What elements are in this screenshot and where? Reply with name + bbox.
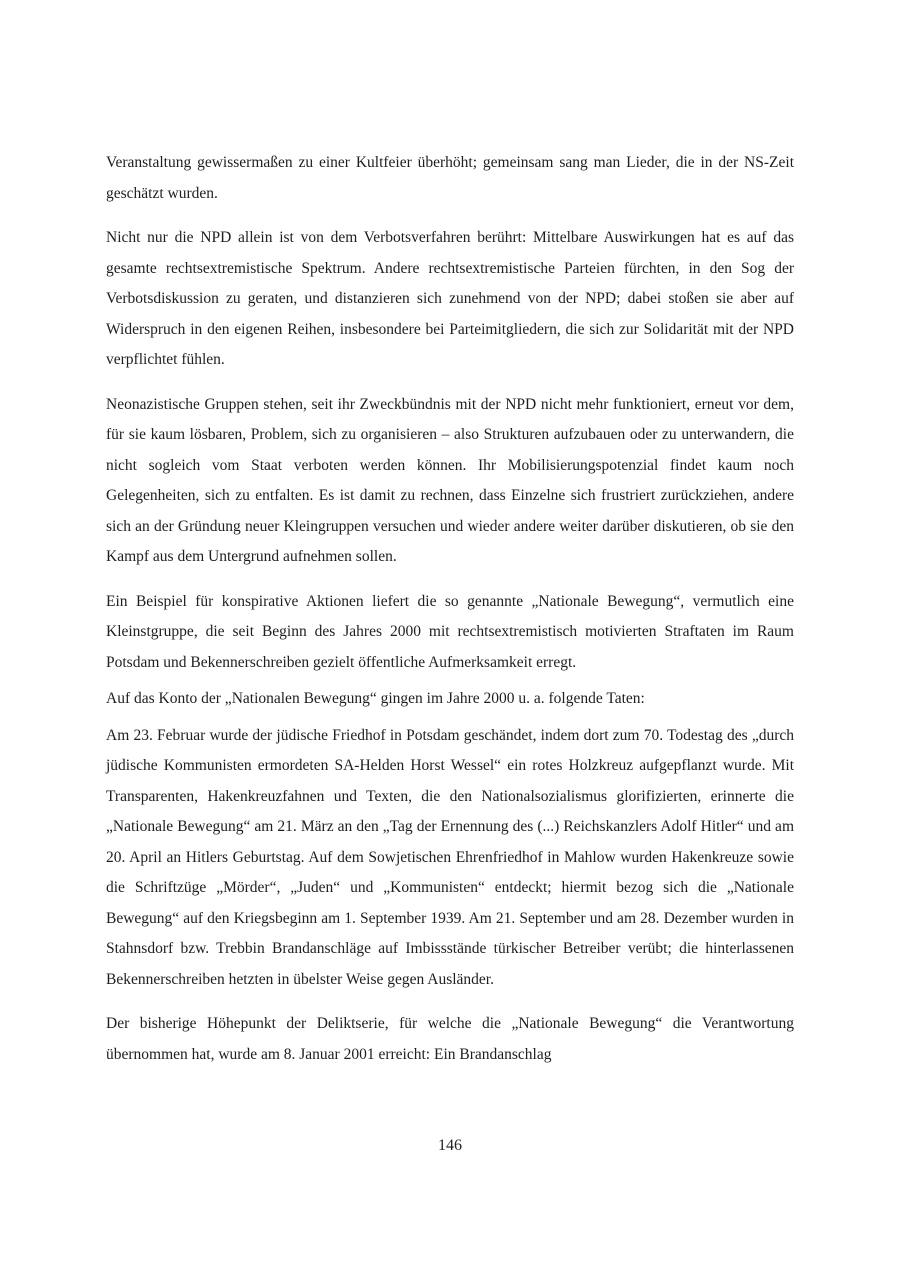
paragraph-7: Der bisherige Höhepunkt der Deliktserie, für welche die „Nationale Bewegung“ die Verantwortung übernommen hat, wurde am 8. Januar 2001 erreicht: Ein Brandanschlag — [106, 1015, 794, 1063]
document-page — [106, 148, 794, 1084]
paragraph-4: Ein Beispiel für konspirative Aktionen liefert die so genannte „Nationale Bewegung“, vermutlich eine Kleinstgruppe, die seit Beginn des Jahres 2000 mit rechtsextremistisch motivierten Straftaten im Raum Potsdam und Bekennerschreiben gezielt öffentliche Aufmerksamkeit erregt. — [106, 592, 794, 671]
paragraph-3: Neonazistische Gruppen stehen, seit ihr Zweckbündnis mit der NPD nicht mehr funktioniert, erneut vor dem, für sie kaum lösbaren, Problem, sich zu organisieren – also Strukturen aufzubauen oder zu unterwandern, die nicht sogleich vom Staat verboten werden können. Ihr Mobilisierungspotenzial findet kaum noch Gelegenheiten, sich zu entfalten. Es ist damit zu rechnen, dass Einzelne sich frustriert zurückziehen, andere sich an der Gründung neuer Kleingruppen versuchen und wieder andere weiter darüber diskutieren, ob sie den Kampf aus dem Untergrund aufnehmen sollen. — [106, 395, 794, 565]
paragraph-6: Am 23. Februar wurde der jüdische Friedhof in Potsdam geschändet, indem dort zum 70. Todestag des „durch jüdische Kommunisten ermordeten SA-Helden Horst Wessel“ ein rotes Holzkreuz aufgepflanzt wurde. Mit Transparenten, Hakenkreuzfahnen und Texten, die den Nationalsozialismus glorifizierten, erinnerte die „Nationale Bewegung“ am 21. März an den „Tag der Ernennung des (...) Reichskanzlers Adolf Hitler“ und am 20. April an Hitlers Geburtstag. Auf dem Sowjetischen Ehrenfriedhof in Mahlow wurden Hakenkreuze sowie die Schriftzüge „Mörder“, „Juden“ und „Kommunisten“ entdeckt; hiermit bezog sich die „Nationale Bewegung“ auf den Kriegsbeginn am 1. September 1939. Am 21. September und am 28. Dezember wurden in Stahnsdorf bzw. Trebbin Brandanschläge auf Imbissstände türkischer Betreiber verübt; die hinterlassenen Bekennerschreiben hetzten in übelster Weise gegen Ausländer. — [106, 726, 794, 988]
page-number: 146 — [438, 1137, 462, 1154]
paragraph-2: Nicht nur die NPD allein ist von dem Verbotsverfahren berührt: Mittelbare Auswirkungen hat es auf das gesamte rechtsextremistische Spektrum. Andere rechtsextremistische Parteien fürchten, in den Sog der Verbotsdiskussion zu geraten, und distanzieren sich zunehmend von der NPD; dabei stoßen sie aber auf Widerspruch in den eigenen Reihen, insbesondere bei Parteimitgliedern, die sich zur Solidarität mit der NPD verpflichtet fühlen. — [106, 229, 794, 368]
paragraph-5: Auf das Konto der „Nationalen Bewegung“ gingen im Jahre 2000 u. a. folgende Taten: — [106, 690, 645, 707]
paragraph-1: Veranstaltung gewissermaßen zu einer Kultfeier überhöht; gemeinsam sang man Lieder, die in der NS-Zeit geschätzt wurden. — [106, 154, 794, 202]
